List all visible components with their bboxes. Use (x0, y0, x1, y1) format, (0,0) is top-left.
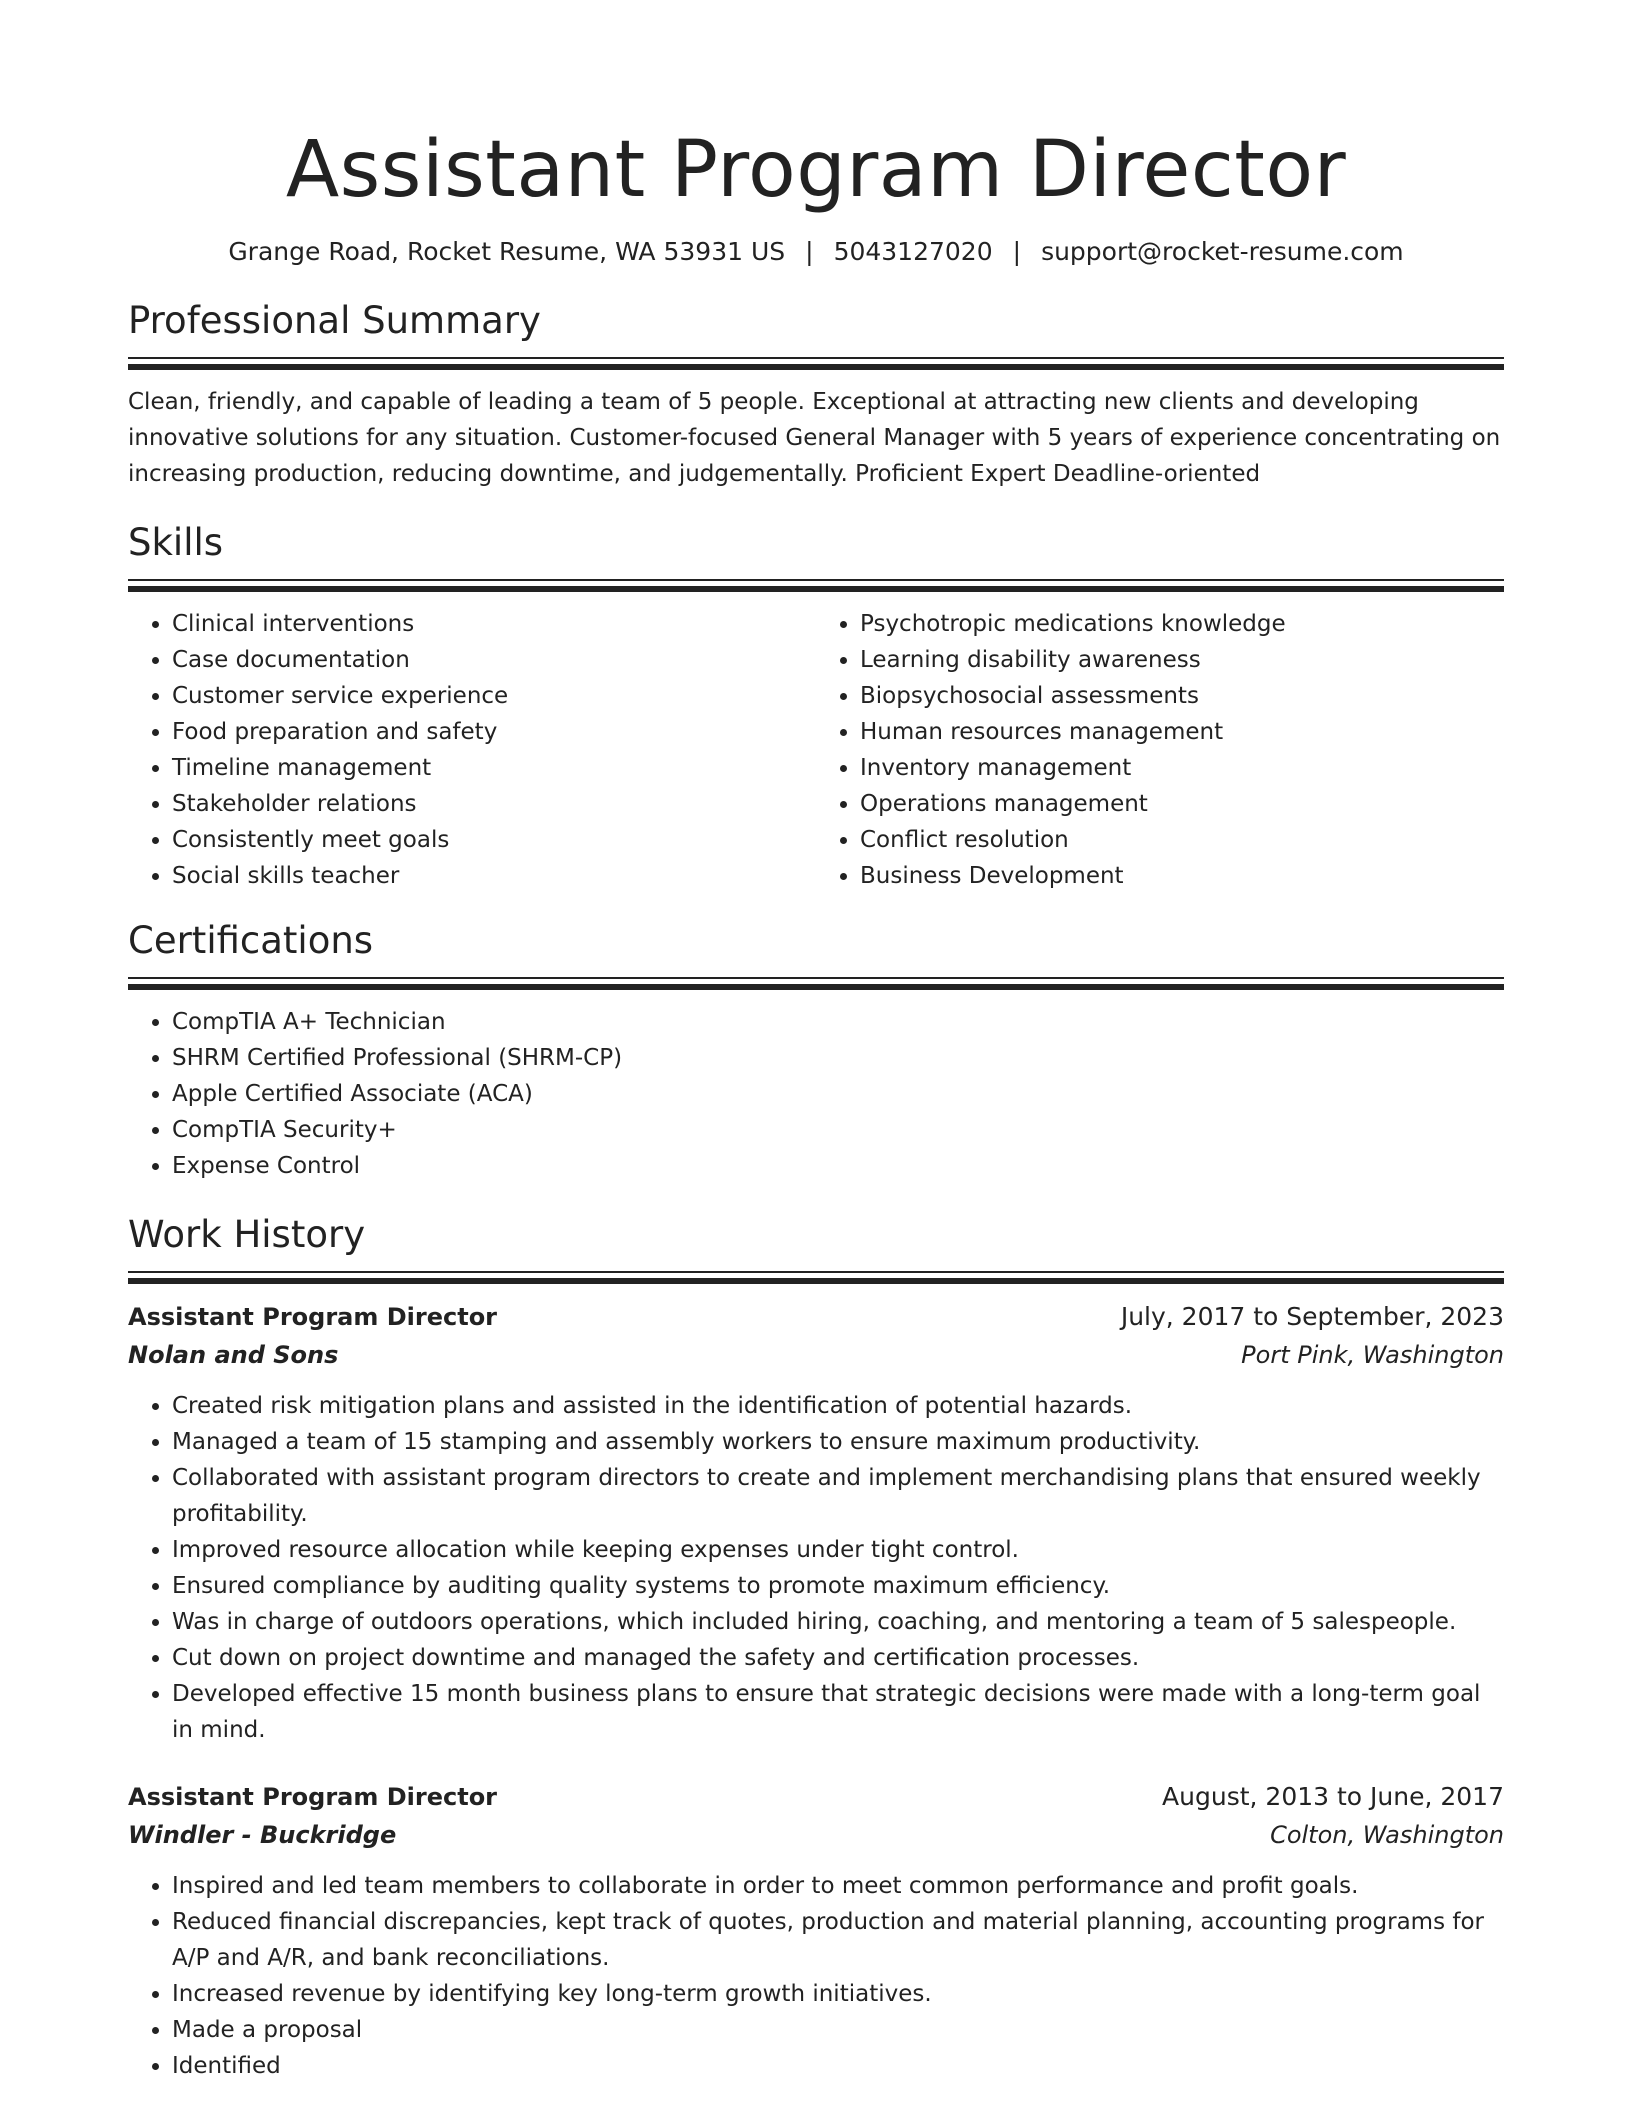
contact-phone: 5043127020 (833, 237, 993, 266)
certification-item: • Apple Certified Associate (ACA) (172, 1076, 1504, 1112)
certification-item: • Expense Control (172, 1148, 1504, 1184)
job-bullet: • Made a proposal (172, 2012, 1504, 2048)
job-dates: August, 2013 to June, 2017 (1162, 1782, 1504, 1811)
skill-item: • Food preparation and safety (172, 714, 816, 750)
job-dates: July, 2017 to September, 2023 (1120, 1302, 1504, 1331)
job-bullets (128, 1388, 1504, 1748)
job-bullet: • Increased revenue by identifying key long-term growth initiatives. (172, 1976, 1504, 2012)
job-bullet: • Inspired and led team members to collaborate in order to meet common performance and profit goals. (172, 1868, 1504, 1904)
job-bullet: • Reduced financial discrepancies, kept track of quotes, production and material planning, accounting programs for A/P and A/R, and bank reconciliations. (172, 1904, 1504, 1976)
job-location: Colton, Washington (1270, 1821, 1504, 1849)
job-bullet: • Created risk mitigation plans and assisted in the identification of potential hazards. (172, 1388, 1504, 1424)
skill-item: • Business Development (860, 858, 1504, 894)
summary-section (128, 296, 1504, 492)
job-bullets (128, 1868, 1504, 2084)
contact-separator: | (1012, 237, 1022, 266)
summary-text: Clean, friendly, and capable of leading a team of 5 people. Exceptional at attracting new clients and developing innovative solutions for any situation. Customer-focused General Manager with 5 years of experience concentrating on increasing production, reducing downtime, and judgementally. Proficient Expert Deadline-oriented (128, 389, 1501, 487)
section-title-work-history: Work History (128, 1213, 366, 1256)
job-bullet: • Was in charge of outdoors operations, which included hiring, coaching, and mentoring a team of 5 salespeople. (172, 1604, 1504, 1640)
job-location: Port Pink, Washington (1241, 1341, 1504, 1369)
job-bullet: • Managed a team of 15 stamping and assembly workers to ensure maximum productivity. (172, 1424, 1504, 1460)
skill-item: • Human resources management (860, 714, 1504, 750)
skill-item: • Conflict resolution (860, 822, 1504, 858)
skill-item: • Case documentation (172, 642, 816, 678)
job-company: Windler - Buckridge (128, 1821, 397, 1849)
section-divider (128, 977, 1504, 990)
job-entry (128, 1298, 1504, 1748)
section-title-summary: Professional Summary (128, 299, 541, 342)
resume-name: Assistant Program Director (285, 125, 1347, 215)
contact-address: Grange Road, Rocket Resume, WA 53931 US (228, 237, 786, 266)
job-bullet: • Ensured compliance by auditing quality systems to promote maximum efficiency. (172, 1568, 1504, 1604)
section-title-certifications: Certifications (128, 919, 374, 962)
skill-item: • Inventory management (860, 750, 1504, 786)
contact-email[interactable]: support@rocket-resume.com (1041, 237, 1404, 266)
job-bullet: • Improved resource allocation while keeping expenses under tight control. (172, 1532, 1504, 1568)
skill-item: • Timeline management (172, 750, 816, 786)
section-title-skills: Skills (128, 521, 224, 564)
skill-item: • Consistently meet goals (172, 822, 816, 858)
skill-item: • Operations management (860, 786, 1504, 822)
job-company-row (128, 1816, 1504, 1854)
job-title: Assistant Program Director (128, 1783, 498, 1811)
skill-item: • Customer service experience (172, 678, 816, 714)
contact-separator: | (805, 237, 814, 266)
job-bullet: • Identified (172, 2048, 1504, 2084)
contact-line (128, 234, 1504, 270)
resume-page (128, 120, 1504, 2084)
skill-item: • Clinical interventions (172, 606, 816, 642)
section-divider (128, 357, 1504, 370)
work-history-section (128, 1210, 1504, 2084)
section-divider (128, 1271, 1504, 1284)
job-company-row (128, 1336, 1504, 1374)
job-title: Assistant Program Director (128, 1303, 498, 1331)
job-header-row (128, 1298, 1504, 1336)
section-divider (128, 579, 1504, 592)
certifications-section (128, 916, 1504, 1184)
job-bullet: • Collaborated with assistant program directors to create and implement merchandising plans that ensured weekly profitability. (172, 1460, 1504, 1532)
job-entry (128, 1778, 1504, 2084)
certification-item: • CompTIA Security+ (172, 1112, 1504, 1148)
certification-item: • CompTIA A+ Technician (172, 1004, 1504, 1040)
skills-section (128, 518, 1504, 894)
job-bullet: • Developed effective 15 month business plans to ensure that strategic decisions were made with a long-term goal in mind. (172, 1676, 1504, 1748)
certifications-list (128, 1004, 1504, 1184)
skills-list-right (816, 606, 1504, 894)
job-company: Nolan and Sons (128, 1341, 339, 1369)
certification-item: • SHRM Certified Professional (SHRM-CP) (172, 1040, 1504, 1076)
skills-columns (128, 606, 1504, 894)
skill-item: • Learning disability awareness (860, 642, 1504, 678)
skill-item: • Biopsychosocial assessments (860, 678, 1504, 714)
skill-item: • Psychotropic medications knowledge (860, 606, 1504, 642)
job-bullet: • Cut down on project downtime and managed the safety and certification processes. (172, 1640, 1504, 1676)
skill-item: • Social skills teacher (172, 858, 816, 894)
job-header-row (128, 1778, 1504, 1816)
skill-item: • Stakeholder relations (172, 786, 816, 822)
skills-list-left (128, 606, 816, 894)
